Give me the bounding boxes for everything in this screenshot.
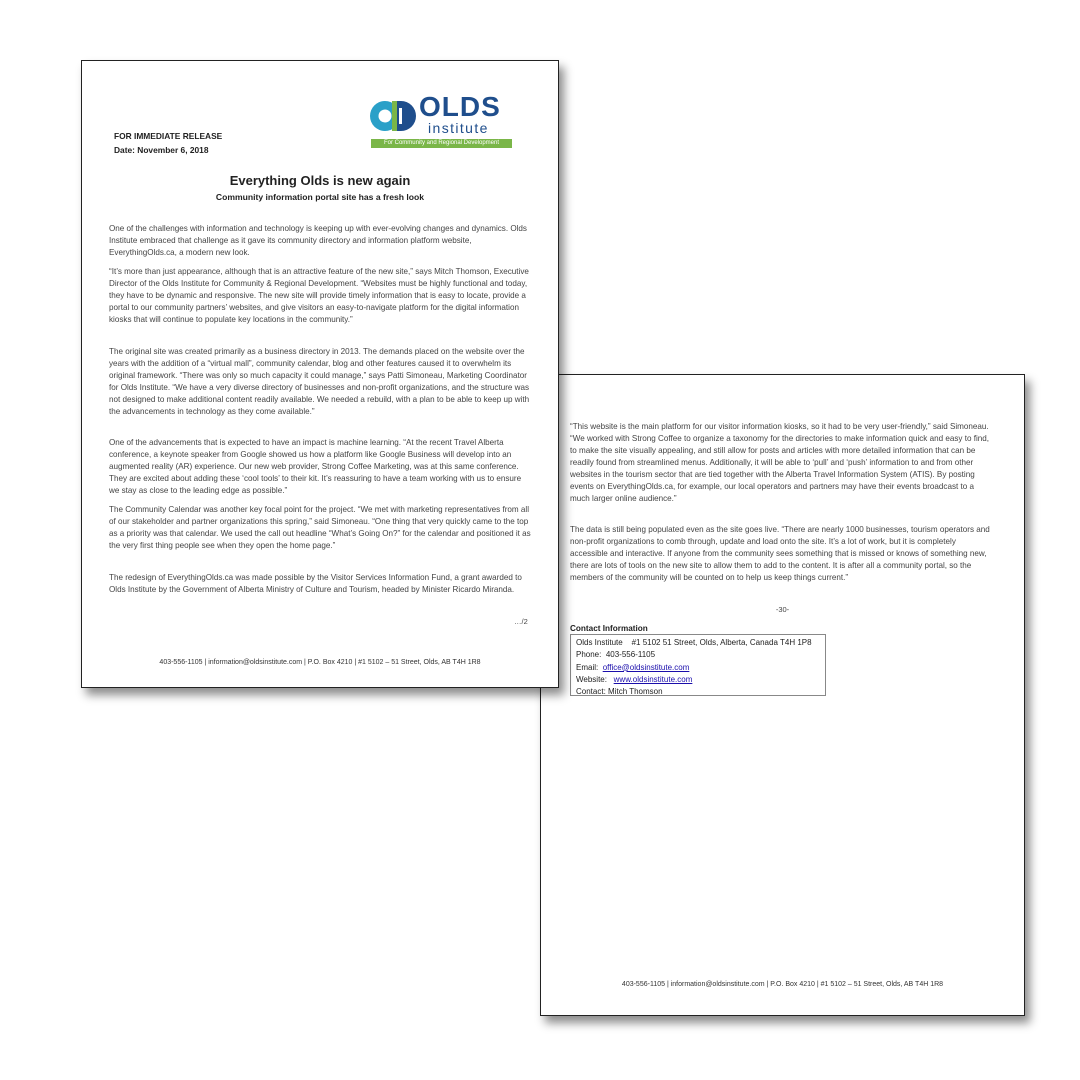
olds-logo-mark-icon (370, 96, 416, 136)
page-footer: 403-556-1105 | information@oldsinstitute.com | P.O. Box 4210 | #1 5102 – 51 Street, Olds, AB T4H 1R8 (159, 659, 481, 666)
contact-person: Mitch Thomson (608, 687, 663, 697)
body-paragraph: The original site was created primarily as a business directory in 2013. The demands placed on the website over the years with the addition of a “virtual mall”, community calendar, blog and other features caused it to overwhelm its original framework. “There was only so much capacity it could manage,” says Patti Simoneau, Marketing Coordinator for Olds Institute. “We have a very diverse directory of businesses and non-profit organizations, and the structure was not designed to make additional content readily available. We needed a rebuild, with a plan to be able to keep up with the advancements in technology as they come available.” (109, 347, 530, 416)
body-paragraph: The Community Calendar was another key focal point for the project. “We met with marketing representatives from all of our stakeholder and partner organizations this spring,” said Simoneau. “One thing that very quickly came to the top as a priority was that calendar. We used the call out headline “What’s Going On?” for the calendar and positioned it as the very first thing people see when they open the home page.” (109, 505, 531, 550)
contact-phone: 403-556-1105 (605, 650, 656, 660)
email-label: Email: (576, 662, 599, 672)
website-label: Website: (576, 674, 607, 684)
page-subtitle: Community information portal site has a fresh look (215, 192, 425, 202)
page-continuation-marker: …/2 (514, 617, 528, 626)
release-label: FOR IMMEDIATE RELEASE (114, 131, 223, 141)
olds-institute-logo (370, 91, 515, 150)
body-paragraph: “This website is the main platform for our visitor information kiosks, so it had to be very user-friendly,” said Simoneau. “We worked with Strong Coffee to organize a taxonomy for the directories to make information quick and easy to find, to make the site visually appealing, and still allow for posts and articles with more detailed information that can be readily found from streamlined menus. Additionally, it will be able to ‘pull’ and ‘push’ information to and from other websites in the tourism sector that are tied together with the Alberta Travel Information System (ATIS). By posting events on EverythingOlds.ca, for example, our local operators and partners may have their events broadcast to a much larger online audience.” (570, 422, 989, 503)
contact-org-line (576, 637, 820, 649)
logo-subword: institute (428, 120, 489, 136)
contact-person-line (576, 686, 820, 698)
contact-phone-line (576, 649, 820, 661)
phone-label: Phone: (576, 650, 602, 660)
end-marker: -30- (775, 605, 790, 614)
body-paragraph: One of the challenges with information and technology is keeping up with ever-evolving changes and dynamics. Olds Institute embraced that challenge as it gave its community directory and information platform website, EverythingOlds.ca, a modern new look. (109, 224, 527, 257)
page-footer: 403-556-1105 | information@oldsinstitute.com | P.O. Box 4210 | #1 5102 – 51 Street, Olds, AB T4H 1R8 (621, 981, 944, 988)
press-release-page-1 (81, 60, 559, 688)
logo-word: OLDS (419, 91, 501, 122)
contact-label: Contact: (576, 687, 606, 697)
body-paragraph: One of the advancements that is expected to have an impact is machine learning. “At the recent Travel Alberta conference, a keynote speaker from Google showed us how a platform like Google Business will develop into an augmented reality (AR) experience. Our new web provider, Strong Coffee Marketing, was at this same conference. They are excited about adding these ‘cool tools’ to their kit. It’s reassuring to have a team working with us to ensure we stay as close to the leading edge as possible.” (109, 438, 522, 495)
contact-org: Olds Institute (576, 638, 623, 647)
contact-website-line (576, 674, 820, 686)
contact-address: #1 5102 51 Street, Olds, Alberta, Canada T4H 1P8 (631, 638, 812, 647)
contact-website-link[interactable]: www.oldsinstitute.com (613, 674, 693, 684)
contact-email-link[interactable]: office@oldsinstitute.com (602, 662, 690, 672)
body-paragraph: The redesign of EverythingOlds.ca was made possible by the Visitor Services Information Fund, a grant awarded to Olds Institute by the Government of Alberta Ministry of Culture and Tourism, headed by Minister Ricardo Miranda. (109, 573, 522, 594)
release-date: Date: November 6, 2018 (114, 145, 209, 155)
contact-heading: Contact Information (570, 624, 648, 633)
logo-tagline: For Community and Regional Development (371, 139, 512, 148)
page-title: Everything Olds is new again (229, 173, 411, 188)
contact-box (570, 634, 826, 696)
body-paragraph: “It’s more than just appearance, although that is an attractive feature of the new site,” says Mitch Thomson, Executive Director of the Olds Institute for Community & Regional Development. “Websites must be highly functional and today, they have to be dynamic and responsive. The new site will provide timely information that is easy to locate, provide a portal to our community partners’ websites, and give visitors an easy-to-navigate platform for the digital information kiosks that will continue to populate key locations in the community.” (109, 267, 529, 324)
contact-email-line (576, 662, 820, 674)
press-release-page-2 (540, 374, 1025, 1016)
body-paragraph: The data is still being populated even as the site goes live. “There are nearly 1000 businesses, tourism operators and non-profit organizations to comb through, update and load onto the site. It’s a lot of work, but it is completely accessible and interactive. If anyone from the community sees something that is missed or knows of something new, there are lots of tools on the new site to allow them to add to the content. It is after all a community portal, so the members of the community will be counted on to help us keep things current.” (570, 525, 990, 582)
